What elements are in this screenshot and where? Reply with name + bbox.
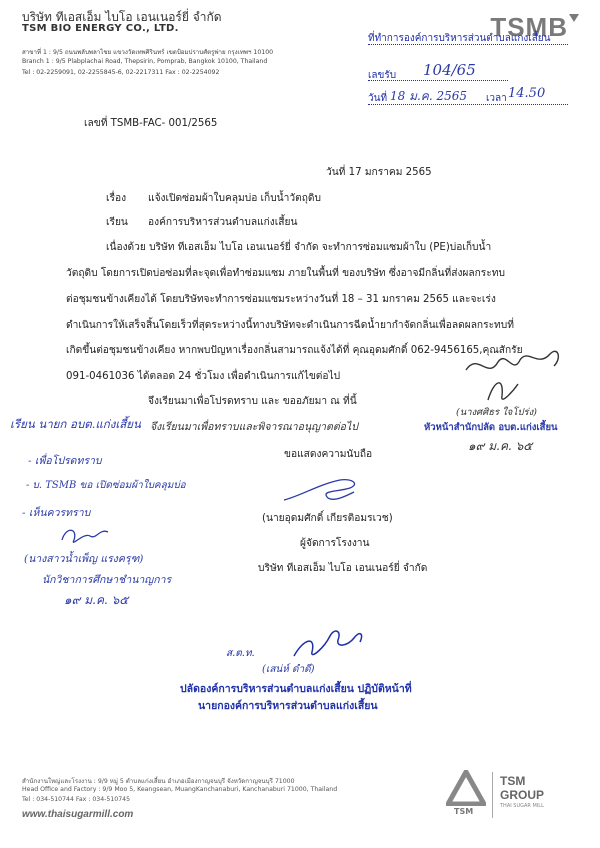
letter-date: วันที่ 17 มกราคม 2565 xyxy=(326,167,432,178)
company-name-thai: บริษัท ทีเอสเอ็ม ไบโอ เอนเนอร์ยี่ จำกัด xyxy=(22,10,222,24)
triangle-logo-icon xyxy=(446,770,486,806)
group-name-2: GROUP xyxy=(500,788,545,802)
footer-divider xyxy=(492,772,493,818)
stamp-time-label: เวลา xyxy=(486,93,507,104)
approver-title-line1: ปลัดองค์การบริหารส่วนตำบลแก่งเสี้ยน ปฏิบัติหน้าที่ xyxy=(180,683,412,695)
receipt-stamp xyxy=(368,28,568,106)
stamp-no-label: เลขรับ xyxy=(368,70,397,81)
logo-triangle-icon xyxy=(569,14,579,24)
right-signer-name: (นางศศิธร ใจโปร่ง) xyxy=(456,407,537,418)
address-thai: สาขาที่ 1 : 9/5 ถนนพลับพลาไชย แขวงวัดเทพศิรินทร์ เขตป้อมปราบศัตรูพ่าย กรุงเทพฯ 10100 xyxy=(22,49,274,56)
left-date: ๑๙ ม.ค. ๖๕ xyxy=(64,593,129,607)
stamp-no-value: 104/65 xyxy=(423,61,476,79)
paragraph-line: 091-0461036 ได้ตลอด 24 ชั่วโมง เพื่อดำเนินการแก้ไขต่อไป xyxy=(66,371,341,382)
paragraph-line: วัตถุดิบ โดยการเปิดบ่อซ่อมที่ละจุดเพื่อทำซ่อมแซม ภายในพื้นที่ ของบริษัท ซึ่งอาจมีกลิ่นที่ส่งผลกระทบ xyxy=(66,268,505,279)
right-signer-title: หัวหน้าสำนักปลัด อบต.แก่งเสี้ยน xyxy=(424,422,558,433)
subject-text: แจ้งเปิดซ่อมผ้าใบคลุมบ่อ เก็บน้ำวัตถุดิบ xyxy=(148,193,321,204)
company-signer-name: (นายอุดมศักดิ์ เกียรติอมรเวช) xyxy=(262,513,393,524)
approver-name: (เสน่ห์ ดำดี) xyxy=(262,664,315,675)
website-link[interactable]: www.thaisugarmill.com xyxy=(22,809,134,820)
paragraph-line: ดำเนินการให้เสร็จสิ้นโดยเร็วที่สุดระหว่างนี้ทางบริษัทจะดำเนินการฉีดน้ำยากำจัดกลิ่นเพื่อลดผลกระทบที่ xyxy=(66,320,514,331)
footer-tel: Tel : 034-510744 Fax : 034-510745 xyxy=(22,796,131,803)
tsmb-logo: TSMB xyxy=(490,12,578,43)
company-name-english: TSM BIO ENERGY CO., LTD. xyxy=(22,23,179,34)
company-signer-company: บริษัท ทีเอสเอ็ม ไบโอ เอนเนอร์ยี่ จำกัด xyxy=(258,563,428,574)
forward-note: จึงเรียนมาเพื่อทราบและพิจารณาอนุญาตต่อไป xyxy=(150,421,358,433)
right-date: ๑๙ ม.ค. ๖๕ xyxy=(468,439,533,453)
stamp-date-value: 18 ม.ค. 2565 xyxy=(390,89,468,103)
footer-office-english: Head Office and Factory : 9/9 Moo 5, Keangsean, MuangKanchanaburi, Kanchanaburi 71000, Thailand xyxy=(22,786,338,793)
company-signature xyxy=(280,470,370,510)
closing-paragraph: จึงเรียนมาเพื่อโปรดทราบ และ ขออภัยมา ณ ที่นี้ xyxy=(148,396,357,407)
tsm-triangle-logo xyxy=(446,770,486,820)
left-note-heading: เรียน นายก อบต.แก่งเสี้ยน xyxy=(10,417,141,431)
paragraph-line: เนื่องด้วย บริษัท ทีเอสเอ็ม ไบโอ เอนเนอร์ยี่ จำกัด จะทำการซ่อมแซมผ้าใบ (PE)บ่อเก็บน้ำ xyxy=(106,242,492,253)
footer-office-thai: สำนักงานใหญ่และโรงงาน : 9/9 หมู่ 5 ตำบลแก่งเสี้ยน อำเภอเมืองกาญจนบุรี จังหวัดกาญจนบุรี 71000 xyxy=(22,778,295,785)
stamp-date-label: วันที่ xyxy=(368,93,388,104)
to-text: องค์การบริหารส่วนตำบลแก่งเสี้ยน xyxy=(148,217,298,228)
group-sub: THAI SUGAR MILL xyxy=(500,803,544,809)
subject-label: เรื่อง xyxy=(106,193,127,204)
address-english: Branch 1 : 9/5 Plabplachai Road, Thepsirin, Pomprab, Bangkok 10100, Thailand xyxy=(22,58,268,65)
left-signer-title: นักวิชาการศึกษาชำนาญการ xyxy=(42,574,172,586)
stamp-office: ที่ทำการองค์การบริหารส่วนตำบลแก่งเสี้ยน xyxy=(368,33,551,44)
left-note-line: - เห็นควรทราบ xyxy=(22,507,91,519)
company-signer-title: ผู้จัดการโรงงาน xyxy=(300,538,370,549)
stamp-time-value: 14.50 xyxy=(508,86,546,101)
left-note-line: - เพื่อโปรดทราบ xyxy=(28,455,102,467)
paragraph-line: ต่อชุมชนข้างเคียงได้ โดยบริษัทจะทำการซ่อมแซมระหว่างวันที่ 18 – 31 มกราคม 2565 และจะเร่ง xyxy=(66,294,496,305)
phone-fax: Tel : 02-2259091, 02-2255845-6, 02-2217311 Fax : 02-2254092 xyxy=(22,69,220,76)
approver-title-line2: นายกองค์การบริหารส่วนตำบลแก่งเสี้ยน xyxy=(198,700,378,712)
regards: ขอแสดงความนับถือ xyxy=(284,449,373,460)
handwritten-signature-left xyxy=(56,520,116,550)
paragraph-line: เกิดขึ้นต่อชุมชนข้างเคียง หากพบปัญหาเรื่องกลิ่นสามารถแจ้งได้ที่ คุณอุดมศักดิ์ 062-9456165,คุณสักรัย xyxy=(66,345,523,356)
document-number: เลขที่ TSMB-FAC- 001/2565 xyxy=(84,118,218,129)
left-note-line: - บ. TSMB ขอ เปิดซ่อมผ้าใบคลุมบ่อ xyxy=(26,480,186,491)
approver-signature xyxy=(290,620,370,665)
approver-rank: ส.ต.ท. xyxy=(226,648,255,659)
group-name-1: TSM xyxy=(500,774,526,788)
left-signer-name: (นางสาวน้ำเพ็ญ แรงครุฑ) xyxy=(24,553,144,565)
tsm-logo-text: TSM xyxy=(454,807,474,816)
to-label: เรียน xyxy=(106,217,128,228)
handwritten-signature-right xyxy=(458,340,568,410)
